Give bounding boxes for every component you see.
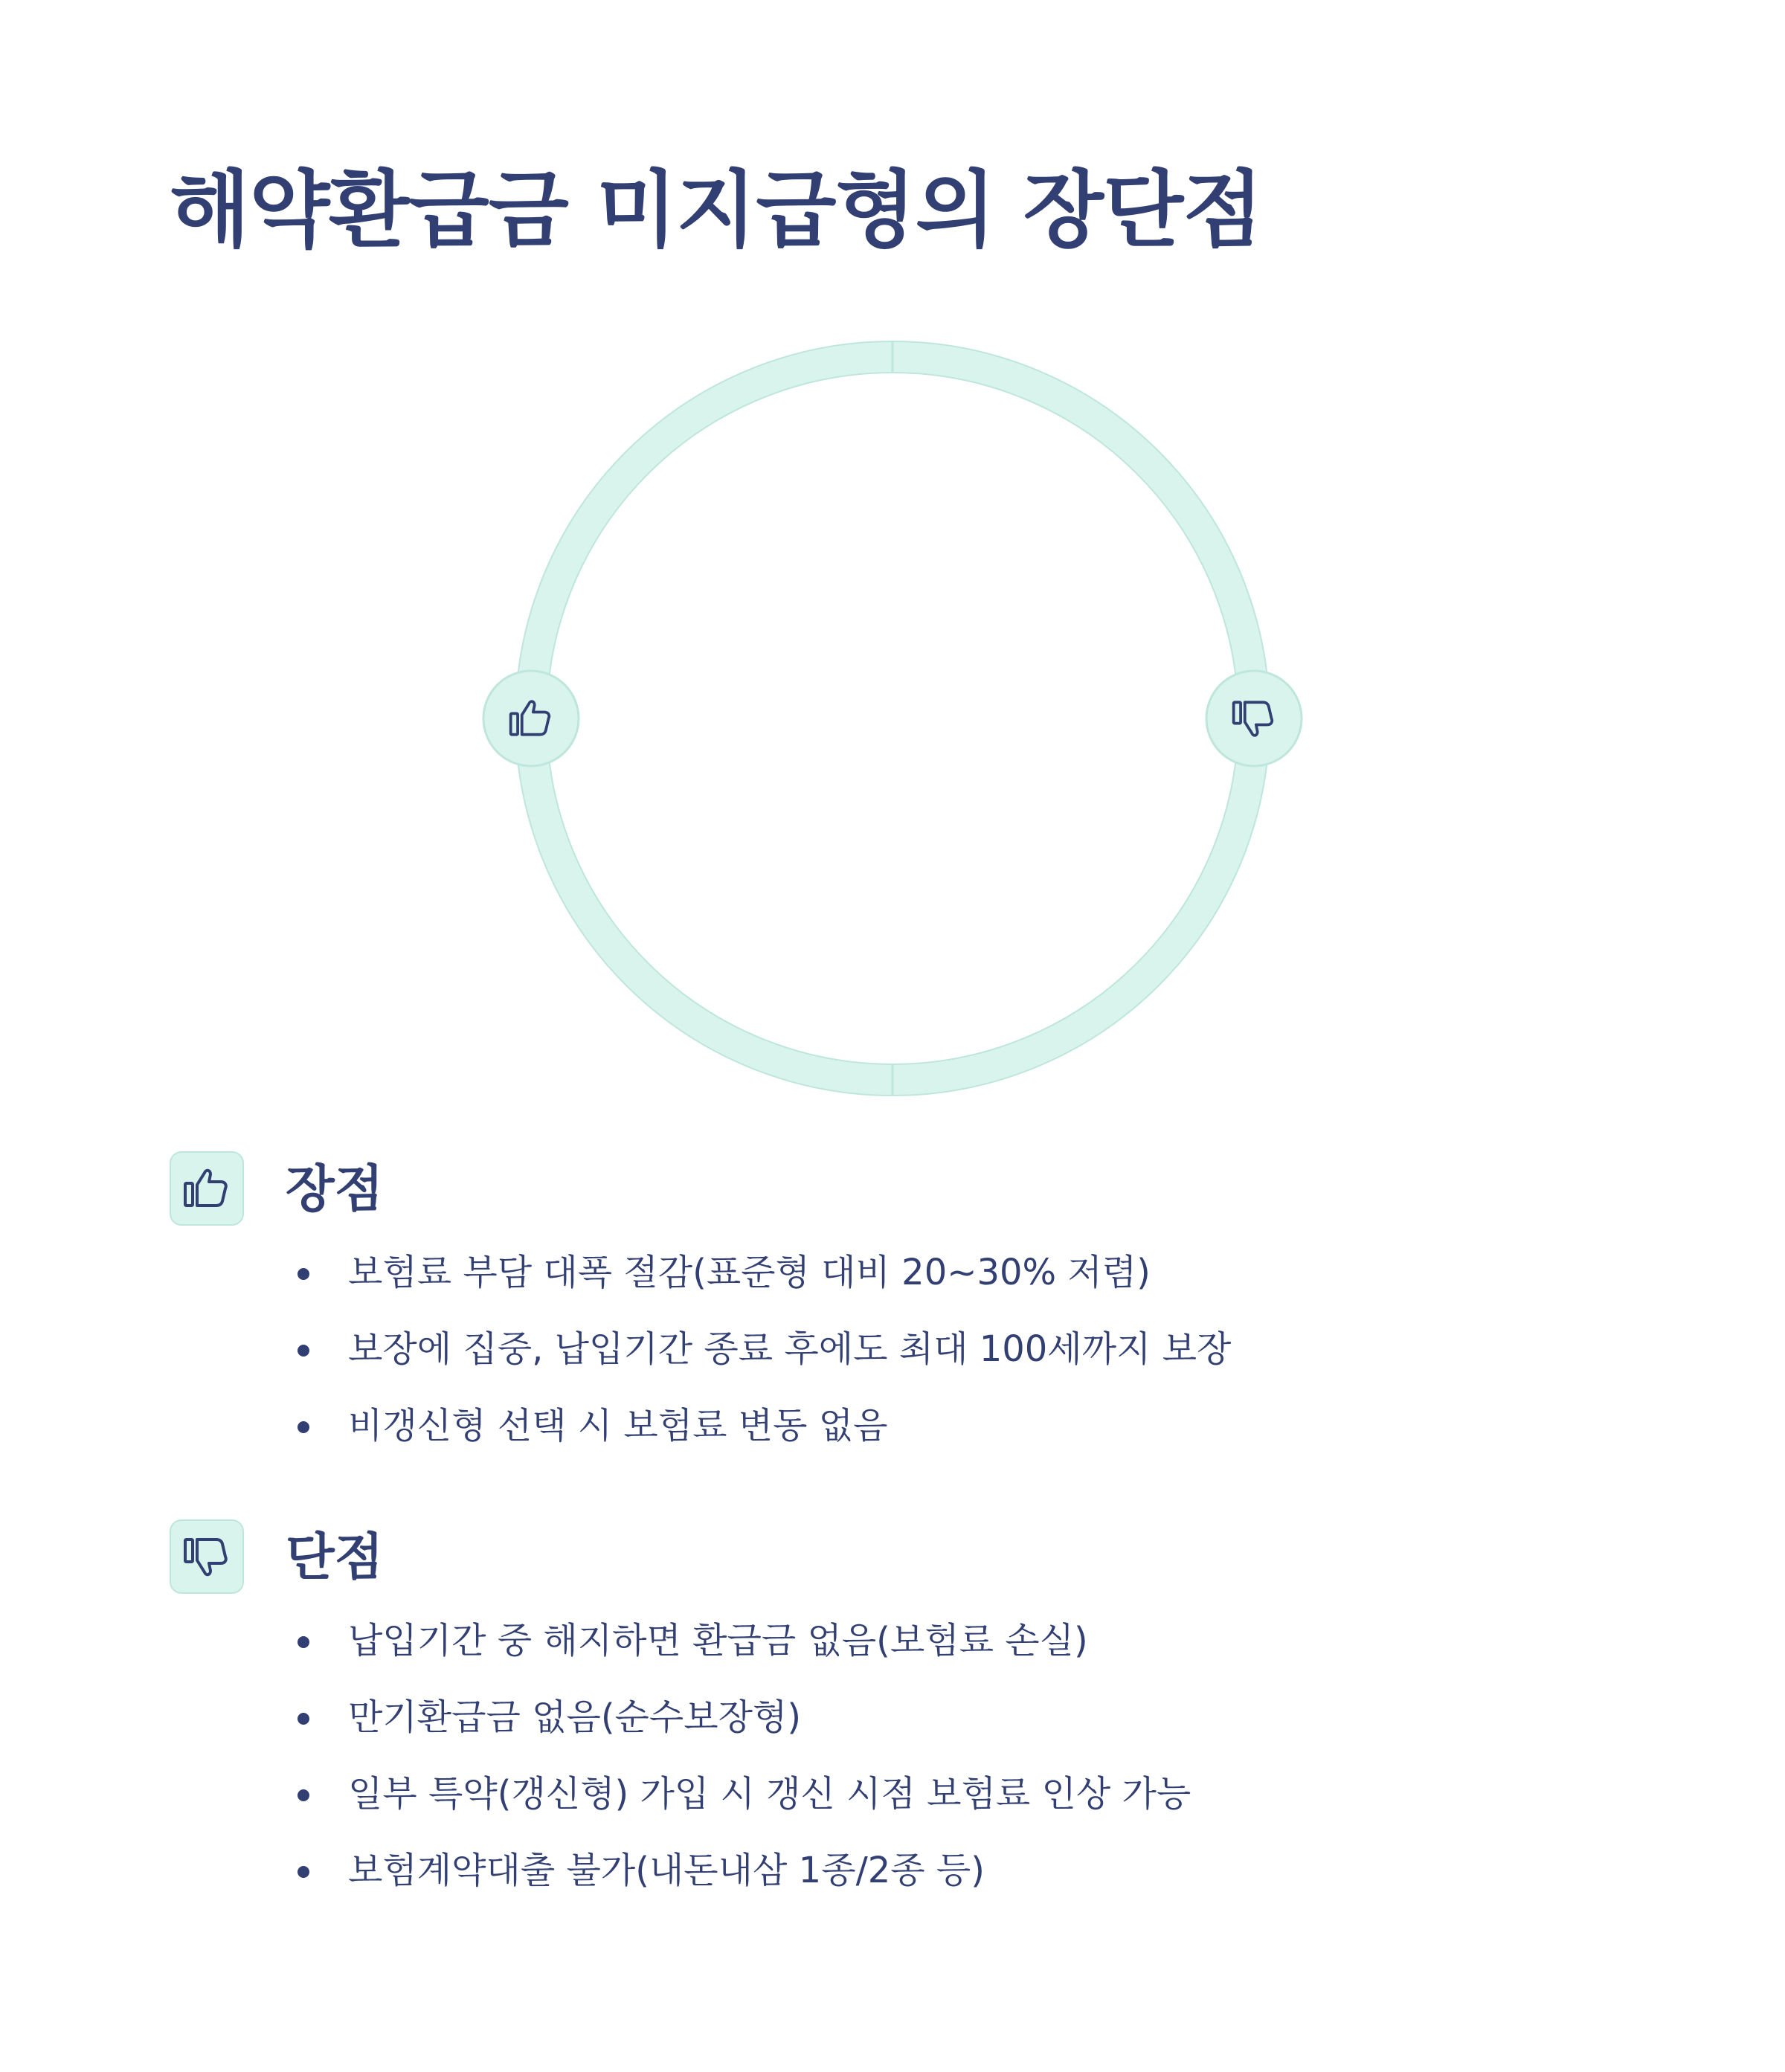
list-item [170,1235,1583,1311]
page-title: 해약환급금 미지급형의 장단점 [170,162,1263,259]
bullet-dot [298,1636,309,1648]
list-item-text: 보장에 집중, 납입기간 종료 후에도 최대 100세까지 보장 [348,1328,1232,1370]
bullet-dot [298,1713,309,1725]
pros-icon-box [170,1151,244,1226]
cons-list [170,1603,1583,1909]
thumbs-up-icon [181,1162,233,1214]
list-item-text: 일부 특약(갱신형) 가입 시 갱신 시점 보험료 인상 가능 [348,1773,1191,1815]
cons-title: 단점 [286,1528,384,1587]
list-item [170,1311,1583,1388]
pros-node [483,671,579,766]
pros-list [170,1235,1583,1464]
pros-header [170,1151,1583,1229]
cycle-ring [531,342,1254,1095]
list-item [170,1679,1583,1756]
bullet-dot [298,1421,309,1433]
pros-section [170,1151,1583,1458]
list-item-text: 비갱신형 선택 시 보험료 변동 없음 [348,1405,888,1447]
cons-section [170,1519,1583,1903]
list-item-text: 보험계약대출 불가(내돈내삼 1종/2종 등) [348,1850,985,1891]
bullet-dot [298,1789,309,1801]
list-item-text: 보험료 부담 대폭 절감(표준형 대비 20~30% 저렴) [348,1252,1151,1293]
list-item [170,1388,1583,1464]
cons-header [170,1519,1583,1597]
pros-title: 장점 [286,1160,384,1219]
list-item-text: 납입기간 중 해지하면 환급금 없음(보험료 손실) [348,1620,1088,1661]
list-item [170,1756,1583,1833]
list-item [170,1833,1583,1909]
list-item [170,1603,1583,1679]
bullet-dot [298,1268,309,1280]
cons-icon-box [170,1519,244,1594]
bullet-dot [298,1866,309,1878]
thumbs-down-icon [181,1531,233,1583]
bullet-dot [298,1345,309,1357]
cons-node [1206,671,1302,766]
list-item-text: 만기환급금 없음(순수보장형) [348,1696,802,1738]
